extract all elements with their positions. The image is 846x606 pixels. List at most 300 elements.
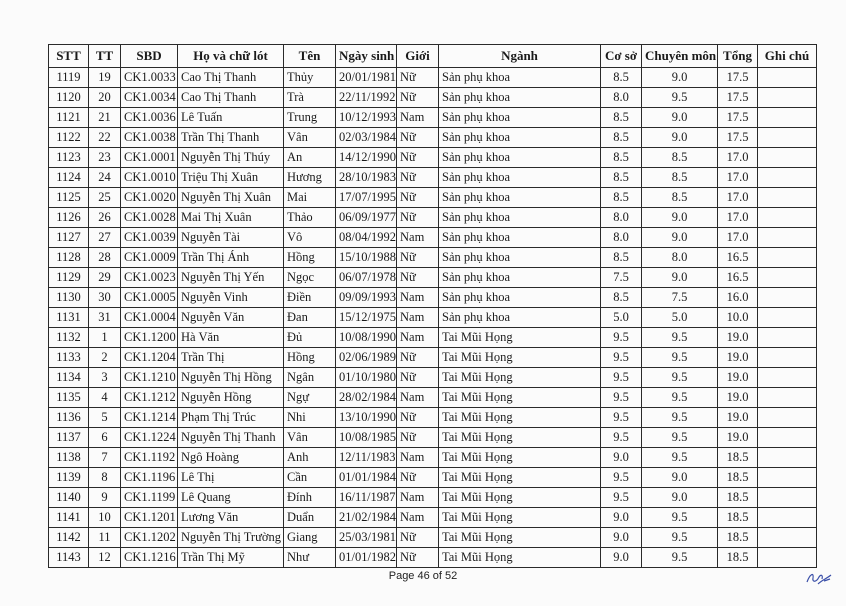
results-table: [48, 44, 817, 568]
cell-sbd: CK1.0020: [121, 188, 178, 208]
cell-tong: 18.5: [718, 448, 758, 468]
cell-tt: 20: [89, 88, 121, 108]
cell-co-so: 8.5: [601, 68, 642, 88]
cell-tt: 26: [89, 208, 121, 228]
cell-ho-lot: Mai Thị Xuân: [178, 208, 284, 228]
cell-ten: Ngân: [284, 368, 336, 388]
cell-co-so: 8.0: [601, 228, 642, 248]
table-body: [49, 68, 817, 568]
cell-ten: Vân: [284, 428, 336, 448]
cell-tt: 24: [89, 168, 121, 188]
cell-sbd: CK1.1214: [121, 408, 178, 428]
cell-ten: An: [284, 148, 336, 168]
cell-chuyen-mon: 5.0: [642, 308, 718, 328]
cell-ho-lot: Trần Thị Mỹ: [178, 548, 284, 568]
cell-ngay-sinh: 21/02/1984: [336, 508, 397, 528]
cell-stt: 1138: [49, 448, 89, 468]
cell-stt: 1121: [49, 108, 89, 128]
cell-sbd: CK1.1200: [121, 328, 178, 348]
cell-nganh: Sản phụ khoa: [439, 248, 601, 268]
cell-nganh: Tai Mũi Họng: [439, 368, 601, 388]
table-row: [49, 208, 817, 228]
cell-gioi: Nữ: [397, 88, 439, 108]
cell-sbd: CK1.1192: [121, 448, 178, 468]
table-row: [49, 528, 817, 548]
cell-co-so: 8.0: [601, 208, 642, 228]
cell-sbd: CK1.0001: [121, 148, 178, 168]
cell-co-so: 8.5: [601, 168, 642, 188]
cell-chuyen-mon: 9.5: [642, 508, 718, 528]
cell-tt: 27: [89, 228, 121, 248]
cell-ngay-sinh: 02/06/1989: [336, 348, 397, 368]
cell-stt: 1119: [49, 68, 89, 88]
cell-sbd: CK1.0036: [121, 108, 178, 128]
cell-gioi: Nữ: [397, 268, 439, 288]
cell-nganh: Sản phụ khoa: [439, 268, 601, 288]
cell-ten: Cần: [284, 468, 336, 488]
cell-ngay-sinh: 15/10/1988: [336, 248, 397, 268]
cell-nganh: Sản phụ khoa: [439, 308, 601, 328]
cell-tong: 17.5: [718, 68, 758, 88]
cell-chuyen-mon: 9.0: [642, 108, 718, 128]
cell-co-so: 8.5: [601, 288, 642, 308]
cell-tt: 12: [89, 548, 121, 568]
cell-co-so: 9.5: [601, 428, 642, 448]
cell-ghi-chu: [758, 448, 817, 468]
cell-nganh: Tai Mũi Họng: [439, 428, 601, 448]
cell-sbd: CK1.1216: [121, 548, 178, 568]
cell-gioi: Nam: [397, 228, 439, 248]
cell-ten: Anh: [284, 448, 336, 468]
cell-chuyen-mon: 8.5: [642, 148, 718, 168]
table-row: [49, 488, 817, 508]
cell-ho-lot: Trần Thị Ánh: [178, 248, 284, 268]
cell-nganh: Sản phụ khoa: [439, 228, 601, 248]
cell-sbd: CK1.1196: [121, 468, 178, 488]
cell-nganh: Tai Mũi Họng: [439, 508, 601, 528]
cell-co-so: 5.0: [601, 308, 642, 328]
cell-tong: 10.0: [718, 308, 758, 328]
cell-stt: 1126: [49, 208, 89, 228]
cell-stt: 1120: [49, 88, 89, 108]
cell-ghi-chu: [758, 388, 817, 408]
cell-ghi-chu: [758, 348, 817, 368]
cell-nganh: Tai Mũi Họng: [439, 468, 601, 488]
cell-ten: Giang: [284, 528, 336, 548]
cell-chuyen-mon: 8.5: [642, 188, 718, 208]
cell-nganh: Sản phụ khoa: [439, 188, 601, 208]
cell-ho-lot: Hà Văn: [178, 328, 284, 348]
cell-ngay-sinh: 01/10/1980: [336, 368, 397, 388]
cell-tt: 19: [89, 68, 121, 88]
cell-ghi-chu: [758, 128, 817, 148]
cell-ho-lot: Nguyễn Hồng: [178, 388, 284, 408]
cell-ngay-sinh: 16/11/1987: [336, 488, 397, 508]
cell-ho-lot: Trần Thị: [178, 348, 284, 368]
cell-tt: 3: [89, 368, 121, 388]
cell-gioi: Nữ: [397, 348, 439, 368]
cell-ghi-chu: [758, 228, 817, 248]
cell-tong: 18.5: [718, 548, 758, 568]
table-row: [49, 268, 817, 288]
cell-sbd: CK1.0039: [121, 228, 178, 248]
cell-tong: 18.5: [718, 528, 758, 548]
table-row: [49, 388, 817, 408]
cell-tt: 23: [89, 148, 121, 168]
cell-ngay-sinh: 06/07/1978: [336, 268, 397, 288]
cell-chuyen-mon: 9.0: [642, 228, 718, 248]
table-row: [49, 448, 817, 468]
cell-tong: 17.0: [718, 148, 758, 168]
cell-tong: 17.5: [718, 88, 758, 108]
cell-tong: 17.0: [718, 208, 758, 228]
cell-gioi: Nam: [397, 308, 439, 328]
header-ghi-chu: Ghi chú: [758, 45, 817, 68]
cell-tt: 9: [89, 488, 121, 508]
cell-ten: Hồng: [284, 348, 336, 368]
cell-ghi-chu: [758, 408, 817, 428]
cell-ghi-chu: [758, 368, 817, 388]
cell-nganh: Tai Mũi Họng: [439, 448, 601, 468]
cell-co-so: 7.5: [601, 268, 642, 288]
cell-nganh: Tai Mũi Họng: [439, 408, 601, 428]
cell-gioi: Nữ: [397, 428, 439, 448]
cell-tong: 19.0: [718, 388, 758, 408]
cell-gioi: Nữ: [397, 68, 439, 88]
cell-gioi: Nữ: [397, 208, 439, 228]
cell-stt: 1139: [49, 468, 89, 488]
cell-ghi-chu: [758, 328, 817, 348]
cell-tt: 2: [89, 348, 121, 368]
cell-tong: 16.5: [718, 248, 758, 268]
cell-ten: Điền: [284, 288, 336, 308]
header-co-so: Cơ sở: [601, 45, 642, 68]
cell-sbd: CK1.0033: [121, 68, 178, 88]
cell-gioi: Nữ: [397, 188, 439, 208]
cell-tt: 31: [89, 308, 121, 328]
cell-stt: 1142: [49, 528, 89, 548]
cell-tong: 19.0: [718, 348, 758, 368]
cell-nganh: Tai Mũi Họng: [439, 548, 601, 568]
cell-nganh: Tai Mũi Họng: [439, 528, 601, 548]
cell-ghi-chu: [758, 268, 817, 288]
header-stt: STT: [49, 45, 89, 68]
cell-ten: Hồng: [284, 248, 336, 268]
cell-ho-lot: Nguyễn Tài: [178, 228, 284, 248]
cell-tong: 17.0: [718, 168, 758, 188]
cell-ghi-chu: [758, 168, 817, 188]
cell-ghi-chu: [758, 288, 817, 308]
table-row: [49, 248, 817, 268]
cell-tong: 17.0: [718, 228, 758, 248]
page-footer: Page 46 of 52: [388, 570, 458, 582]
cell-stt: 1130: [49, 288, 89, 308]
cell-tong: 17.5: [718, 128, 758, 148]
table-row: [49, 88, 817, 108]
cell-ngay-sinh: 14/12/1990: [336, 148, 397, 168]
cell-nganh: Tai Mũi Họng: [439, 328, 601, 348]
cell-ho-lot: Nguyễn Thị Thanh: [178, 428, 284, 448]
cell-chuyen-mon: 9.0: [642, 488, 718, 508]
table-row: [49, 368, 817, 388]
cell-ghi-chu: [758, 508, 817, 528]
cell-ho-lot: Lê Tuấn: [178, 108, 284, 128]
cell-stt: 1127: [49, 228, 89, 248]
cell-stt: 1137: [49, 428, 89, 448]
table-row: [49, 168, 817, 188]
cell-tt: 5: [89, 408, 121, 428]
header-ngay-sinh: Ngày sinh: [336, 45, 397, 68]
table-row: [49, 188, 817, 208]
cell-tt: 25: [89, 188, 121, 208]
cell-tt: 11: [89, 528, 121, 548]
header-ten: Tên: [284, 45, 336, 68]
cell-ngay-sinh: 28/02/1984: [336, 388, 397, 408]
cell-ngay-sinh: 09/09/1993: [336, 288, 397, 308]
cell-ten: Đính: [284, 488, 336, 508]
cell-ten: Vân: [284, 128, 336, 148]
cell-ten: Duẩn: [284, 508, 336, 528]
cell-stt: 1131: [49, 308, 89, 328]
table-row: [49, 108, 817, 128]
cell-ho-lot: Lương Văn: [178, 508, 284, 528]
cell-ho-lot: Cao Thị Thanh: [178, 88, 284, 108]
cell-ho-lot: Cao Thị Thanh: [178, 68, 284, 88]
cell-tong: 19.0: [718, 328, 758, 348]
cell-tong: 16.0: [718, 288, 758, 308]
header-sbd: SBD: [121, 45, 178, 68]
cell-sbd: CK1.1212: [121, 388, 178, 408]
cell-stt: 1125: [49, 188, 89, 208]
header-tt: TT: [89, 45, 121, 68]
cell-stt: 1122: [49, 128, 89, 148]
cell-gioi: Nam: [397, 288, 439, 308]
header-chuyen-mon: Chuyên môn: [642, 45, 718, 68]
cell-sbd: CK1.0034: [121, 88, 178, 108]
cell-ngay-sinh: 22/11/1992: [336, 88, 397, 108]
cell-nganh: Sản phụ khoa: [439, 128, 601, 148]
cell-co-so: 8.5: [601, 128, 642, 148]
cell-ghi-chu: [758, 468, 817, 488]
cell-gioi: Nam: [397, 488, 439, 508]
cell-sbd: CK1.0028: [121, 208, 178, 228]
cell-chuyen-mon: 8.0: [642, 248, 718, 268]
table-row: [49, 68, 817, 88]
cell-co-so: 9.5: [601, 388, 642, 408]
cell-ho-lot: Nguyễn Văn: [178, 308, 284, 328]
cell-ghi-chu: [758, 208, 817, 228]
cell-sbd: CK1.1224: [121, 428, 178, 448]
cell-nganh: Sản phụ khoa: [439, 208, 601, 228]
cell-ho-lot: Nguyễn Thị Yến: [178, 268, 284, 288]
cell-chuyen-mon: 9.0: [642, 208, 718, 228]
cell-stt: 1135: [49, 388, 89, 408]
cell-sbd: CK1.0009: [121, 248, 178, 268]
cell-ten: Trà: [284, 88, 336, 108]
cell-ten: Trung: [284, 108, 336, 128]
cell-ngay-sinh: 10/08/1990: [336, 328, 397, 348]
cell-ngay-sinh: 28/10/1983: [336, 168, 397, 188]
header-tong: Tổng: [718, 45, 758, 68]
cell-co-so: 9.0: [601, 448, 642, 468]
cell-ten: Ngọc: [284, 268, 336, 288]
cell-ten: Nhi: [284, 408, 336, 428]
table-row: [49, 148, 817, 168]
cell-chuyen-mon: 9.5: [642, 548, 718, 568]
cell-ten: Đan: [284, 308, 336, 328]
cell-gioi: Nữ: [397, 168, 439, 188]
cell-nganh: Sản phụ khoa: [439, 88, 601, 108]
cell-ghi-chu: [758, 248, 817, 268]
cell-chuyen-mon: 9.5: [642, 448, 718, 468]
cell-nganh: Sản phụ khoa: [439, 168, 601, 188]
cell-ten: Đủ: [284, 328, 336, 348]
cell-gioi: Nữ: [397, 148, 439, 168]
cell-co-so: 9.0: [601, 548, 642, 568]
cell-tt: 8: [89, 468, 121, 488]
cell-ho-lot: Phạm Thị Trúc: [178, 408, 284, 428]
cell-stt: 1134: [49, 368, 89, 388]
cell-gioi: Nam: [397, 108, 439, 128]
cell-ho-lot: Nguyễn Thị Hồng: [178, 368, 284, 388]
cell-ghi-chu: [758, 148, 817, 168]
cell-nganh: Sản phụ khoa: [439, 68, 601, 88]
cell-co-so: 9.5: [601, 408, 642, 428]
table-row: [49, 308, 817, 328]
cell-ghi-chu: [758, 548, 817, 568]
cell-gioi: Nữ: [397, 128, 439, 148]
cell-ghi-chu: [758, 308, 817, 328]
cell-ngay-sinh: 20/01/1981: [336, 68, 397, 88]
cell-ngay-sinh: 02/03/1984: [336, 128, 397, 148]
table-row: [49, 468, 817, 488]
cell-ngay-sinh: 08/04/1992: [336, 228, 397, 248]
cell-tong: 18.5: [718, 468, 758, 488]
cell-ho-lot: Nguyễn Thị Trường: [178, 528, 284, 548]
cell-chuyen-mon: 9.5: [642, 348, 718, 368]
cell-ten: Thảo: [284, 208, 336, 228]
header-ho-lot: Họ và chữ lót: [178, 45, 284, 68]
cell-stt: 1133: [49, 348, 89, 368]
cell-ho-lot: Nguyễn Thị Thúy: [178, 148, 284, 168]
table-row: [49, 428, 817, 448]
cell-co-so: 9.5: [601, 348, 642, 368]
cell-stt: 1143: [49, 548, 89, 568]
cell-gioi: Nữ: [397, 248, 439, 268]
table-row: [49, 288, 817, 308]
table-row: [49, 508, 817, 528]
cell-gioi: Nữ: [397, 468, 439, 488]
cell-ghi-chu: [758, 68, 817, 88]
cell-sbd: CK1.1202: [121, 528, 178, 548]
signature-mark: [804, 566, 834, 588]
cell-tt: 10: [89, 508, 121, 528]
cell-gioi: Nữ: [397, 368, 439, 388]
cell-chuyen-mon: 9.0: [642, 128, 718, 148]
cell-sbd: CK1.0004: [121, 308, 178, 328]
cell-co-so: 9.5: [601, 488, 642, 508]
cell-chuyen-mon: 7.5: [642, 288, 718, 308]
header-nganh: Ngành: [439, 45, 601, 68]
cell-ten: Ngự: [284, 388, 336, 408]
cell-ghi-chu: [758, 88, 817, 108]
cell-nganh: Sản phụ khoa: [439, 148, 601, 168]
cell-sbd: CK1.0023: [121, 268, 178, 288]
cell-ngay-sinh: 12/11/1983: [336, 448, 397, 468]
cell-tt: 22: [89, 128, 121, 148]
cell-stt: 1123: [49, 148, 89, 168]
cell-sbd: CK1.0038: [121, 128, 178, 148]
cell-ghi-chu: [758, 188, 817, 208]
cell-co-so: 9.0: [601, 508, 642, 528]
cell-chuyen-mon: 9.5: [642, 528, 718, 548]
cell-ho-lot: Nguyễn Vinh: [178, 288, 284, 308]
cell-tong: 19.0: [718, 428, 758, 448]
cell-stt: 1132: [49, 328, 89, 348]
cell-co-so: 8.5: [601, 108, 642, 128]
cell-co-so: 8.5: [601, 248, 642, 268]
cell-chuyen-mon: 9.5: [642, 428, 718, 448]
cell-ho-lot: Lê Quang: [178, 488, 284, 508]
cell-chuyen-mon: 9.5: [642, 368, 718, 388]
cell-gioi: Nam: [397, 448, 439, 468]
cell-tong: 18.5: [718, 508, 758, 528]
cell-gioi: Nam: [397, 328, 439, 348]
table-row: [49, 548, 817, 568]
cell-tong: 17.5: [718, 108, 758, 128]
table-row: [49, 348, 817, 368]
cell-chuyen-mon: 9.0: [642, 68, 718, 88]
cell-sbd: CK1.0010: [121, 168, 178, 188]
cell-ho-lot: Lê Thị: [178, 468, 284, 488]
cell-stt: 1124: [49, 168, 89, 188]
cell-co-so: 9.5: [601, 468, 642, 488]
cell-nganh: Tai Mũi Họng: [439, 348, 601, 368]
cell-tt: 30: [89, 288, 121, 308]
cell-stt: 1136: [49, 408, 89, 428]
cell-tt: 29: [89, 268, 121, 288]
cell-nganh: Tai Mũi Họng: [439, 388, 601, 408]
cell-ten: Vô: [284, 228, 336, 248]
cell-ghi-chu: [758, 488, 817, 508]
cell-co-so: 8.5: [601, 148, 642, 168]
cell-stt: 1128: [49, 248, 89, 268]
cell-ho-lot: Ngô Hoàng: [178, 448, 284, 468]
cell-sbd: CK1.1210: [121, 368, 178, 388]
cell-tt: 6: [89, 428, 121, 448]
cell-ngay-sinh: 15/12/1975: [336, 308, 397, 328]
cell-sbd: CK1.1201: [121, 508, 178, 528]
table-row: [49, 128, 817, 148]
cell-gioi: Nữ: [397, 408, 439, 428]
cell-chuyen-mon: 9.0: [642, 268, 718, 288]
cell-ngay-sinh: 10/08/1985: [336, 428, 397, 448]
cell-tong: 19.0: [718, 368, 758, 388]
cell-ngay-sinh: 01/01/1984: [336, 468, 397, 488]
table-header: [49, 45, 817, 68]
cell-tt: 4: [89, 388, 121, 408]
cell-sbd: CK1.1204: [121, 348, 178, 368]
cell-ghi-chu: [758, 428, 817, 448]
cell-tong: 16.5: [718, 268, 758, 288]
cell-chuyen-mon: 8.5: [642, 168, 718, 188]
cell-ho-lot: Nguyễn Thị Xuân: [178, 188, 284, 208]
cell-co-so: 9.5: [601, 328, 642, 348]
cell-chuyen-mon: 9.0: [642, 468, 718, 488]
cell-tt: 28: [89, 248, 121, 268]
cell-gioi: Nam: [397, 388, 439, 408]
cell-ten: Như: [284, 548, 336, 568]
